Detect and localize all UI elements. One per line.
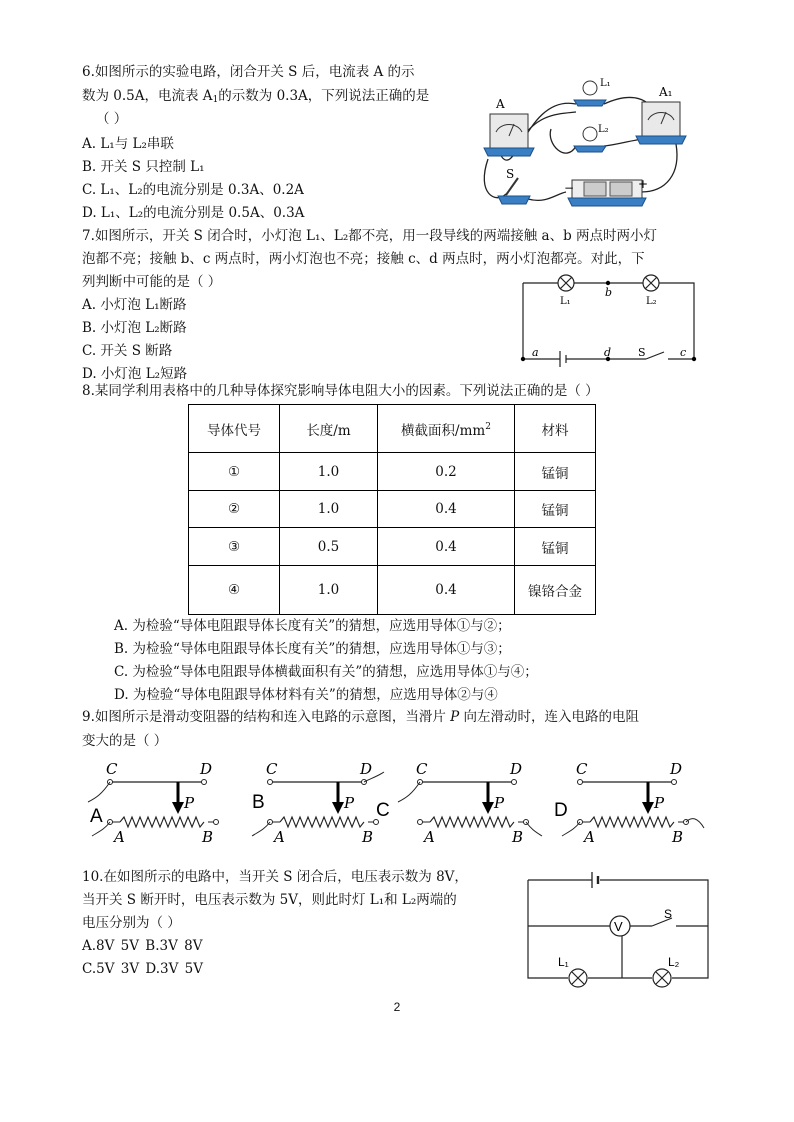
q6-stem-line2: 数为 0.5A，电流表 $A_1$的示数为 0.3A，下列说法正确的是: [82, 88, 430, 105]
svg-text:−: −: [564, 181, 575, 195]
table-cell: 1.0: [280, 566, 378, 615]
q10-options-line2: C.5V 3V D.3V 5V: [82, 961, 204, 977]
table-cell: 镍铬合金: [515, 566, 596, 615]
svg-text:V: V: [614, 919, 623, 934]
table-row: [189, 566, 596, 615]
q6-stem-line1: 6.如图所示的实验电路，闭合开关 S 后，电流表 A 的示: [82, 64, 415, 80]
svg-text:S: S: [638, 346, 646, 359]
svg-text:D: D: [200, 760, 213, 778]
svg-text:L₁: L₁: [560, 296, 571, 307]
q8-option-a: A. 为检验“导体电阻跟导体长度有关”的猜想，应选用导体①与②；: [114, 618, 511, 634]
q9-stem-line1: 9.如图所示是滑动变阻器的结构和连入电路的示意图，当滑片 P 向左滑动时，连入电路的电阻: [82, 709, 640, 725]
table-cell: 0.5: [280, 528, 378, 566]
node-c: [692, 357, 696, 361]
q10-options-line1: A.8V 5V B.3V 8V: [82, 938, 203, 954]
q10-circuit-figure: [522, 868, 714, 990]
q8-option-d: D. 为检验“导体电阻跟导体材料有关”的猜想，应选用导体②与④: [114, 687, 498, 703]
svg-text:D: D: [670, 760, 683, 778]
table-row: [189, 528, 596, 566]
table-cell: ③: [189, 528, 280, 566]
svg-text:C: C: [106, 760, 118, 778]
svg-text:A: A: [424, 828, 435, 846]
svg-text:P: P: [654, 794, 665, 812]
table-header-cell: 长度/m: [280, 405, 378, 453]
svg-text:S: S: [506, 167, 515, 181]
table-cell: 0.4: [378, 528, 515, 566]
svg-text:D: D: [360, 760, 373, 778]
rheostat-figure-a: [88, 780, 219, 837]
svg-text:C: C: [266, 760, 278, 778]
q10-stem-line3: 电压分别为（ ）: [82, 915, 181, 931]
svg-text:P: P: [344, 794, 355, 812]
q8-option-c: C. 为检验“导体电阻跟导体横截面积有关”的猜想，应选用导体①与④；: [114, 664, 538, 680]
table-cell: 锰铜: [515, 491, 596, 528]
figure-label-a: A: [90, 806, 103, 827]
ammeter-a1-icon: [636, 102, 686, 144]
svg-text:B: B: [672, 828, 684, 846]
node-a: [521, 357, 525, 361]
q8-option-b: B. 为检验“导体电阻跟导体长度有关”的猜想，应选用导体①与③；: [114, 641, 511, 657]
svg-text:B: B: [512, 828, 524, 846]
table-cell: ②: [189, 491, 280, 528]
svg-text:b: b: [605, 286, 613, 299]
lamp-l2-icon: [643, 275, 659, 291]
table-row: [189, 491, 596, 528]
q7-stem-line2: 泡都不亮；接触 b、c 两点时，两小灯泡也不亮；接触 c、d 两点时，两小灯泡都亮。对此，下: [82, 251, 645, 267]
q6-circuit-figure: [476, 74, 696, 214]
svg-text:L₁: L₁: [600, 78, 611, 89]
svg-text:A: A: [496, 97, 505, 111]
table-cell: ④: [189, 566, 280, 615]
table-cell: 0.2: [378, 453, 515, 491]
svg-text:A: A: [584, 828, 595, 846]
table-cell: 1.0: [280, 453, 378, 491]
svg-text:+: +: [638, 177, 649, 191]
lamp-l2-icon: [653, 969, 671, 987]
svg-text:A: A: [114, 828, 125, 846]
q9-stem-line2: 变大的是（ ）: [82, 733, 168, 749]
table-cell: 0.4: [378, 566, 515, 615]
svg-text:c: c: [680, 346, 687, 359]
table-header-cell: 导体代号: [189, 405, 280, 453]
q7-option-c: C. 开关 S 断路: [82, 343, 173, 359]
table-row: [189, 453, 596, 491]
svg-text:L₂: L₂: [668, 955, 680, 969]
figure-label-c: C: [376, 800, 390, 821]
q7-circuit-figure: [518, 268, 704, 374]
svg-text:d: d: [604, 346, 612, 359]
lamp-l1-icon: [569, 969, 587, 987]
q6-option-a: A. L₁与 L₂串联: [82, 136, 174, 152]
ammeter-a-icon: [484, 114, 534, 156]
svg-text:P: P: [184, 794, 195, 812]
svg-text:S: S: [664, 907, 673, 921]
rheostat-figure-b: [252, 772, 384, 836]
node-b: [606, 281, 610, 285]
table-cell: ①: [189, 453, 280, 491]
svg-text:C: C: [576, 760, 588, 778]
switch-s-icon: [498, 178, 530, 204]
q7-option-b: B. 小灯泡 L₂断路: [82, 320, 187, 336]
figure-label-b: B: [252, 792, 265, 813]
svg-text:B: B: [362, 828, 374, 846]
table-header-row: [189, 405, 596, 453]
svg-text:A: A: [274, 828, 285, 846]
q10-stem-line2: 当开关 S 断开时，电压表示数为 5V，则此时灯 L₁和 L₂两端的: [82, 892, 457, 908]
q6-option-c: C. L₁、L₂的电流分别是 0.3A、0.2A: [82, 182, 304, 198]
q6-option-d: D. L₁、L₂的电流分别是 0.5A、0.3A: [82, 205, 305, 221]
q7-stem-line1: 7.如图所示，开关 S 闭合时，小灯泡 L₁、L₂都不亮，用一段导线的两端接触 a、b 两点时两小灯: [82, 228, 658, 244]
q10-stem-line1: 10.在如图所示的电路中，当开关 S 闭合后，电压表示数为 8V，: [82, 869, 468, 885]
svg-text:a: a: [532, 346, 539, 359]
svg-text:A₁: A₁: [659, 85, 673, 99]
svg-text:L₁: L₁: [558, 955, 569, 969]
table-header-cell: 材料: [515, 405, 596, 453]
q7-stem-line3: 列判断中可能的是（ ）: [82, 274, 222, 290]
svg-text:L₂: L₂: [646, 296, 657, 307]
svg-text:P: P: [494, 794, 505, 812]
svg-text:D: D: [510, 760, 523, 778]
figure-label-d: D: [554, 800, 568, 821]
q6-answer-paren: （ ）: [96, 111, 128, 127]
q8-stem: 8.某同学利用表格中的几种导体探究影响导体电阻大小的因素。下列说法正确的是（ ）: [82, 383, 599, 399]
conductor-table: [188, 404, 596, 615]
battery-icon: [568, 180, 646, 206]
lamp-l1-icon: [558, 275, 574, 291]
q7-option-a: A. 小灯泡 L₁断路: [82, 297, 187, 313]
table-cell: 1.0: [280, 491, 378, 528]
table-cell: 0.4: [378, 491, 515, 528]
svg-text:L₂: L₂: [598, 124, 609, 135]
table-header-cell: 横截面积$/mm^2$: [378, 405, 515, 453]
svg-text:C: C: [416, 760, 428, 778]
table-cell: 锰铜: [515, 453, 596, 491]
voltmeter-icon: [610, 916, 630, 936]
page-number: 2: [393, 1000, 401, 1014]
table-cell: 锰铜: [515, 528, 596, 566]
svg-text:B: B: [202, 828, 214, 846]
q7-option-d: D. 小灯泡 L₂短路: [82, 366, 188, 382]
rheostat-figures: [80, 758, 720, 850]
q6-option-b: B. 开关 S 只控制 L₁: [82, 159, 205, 175]
